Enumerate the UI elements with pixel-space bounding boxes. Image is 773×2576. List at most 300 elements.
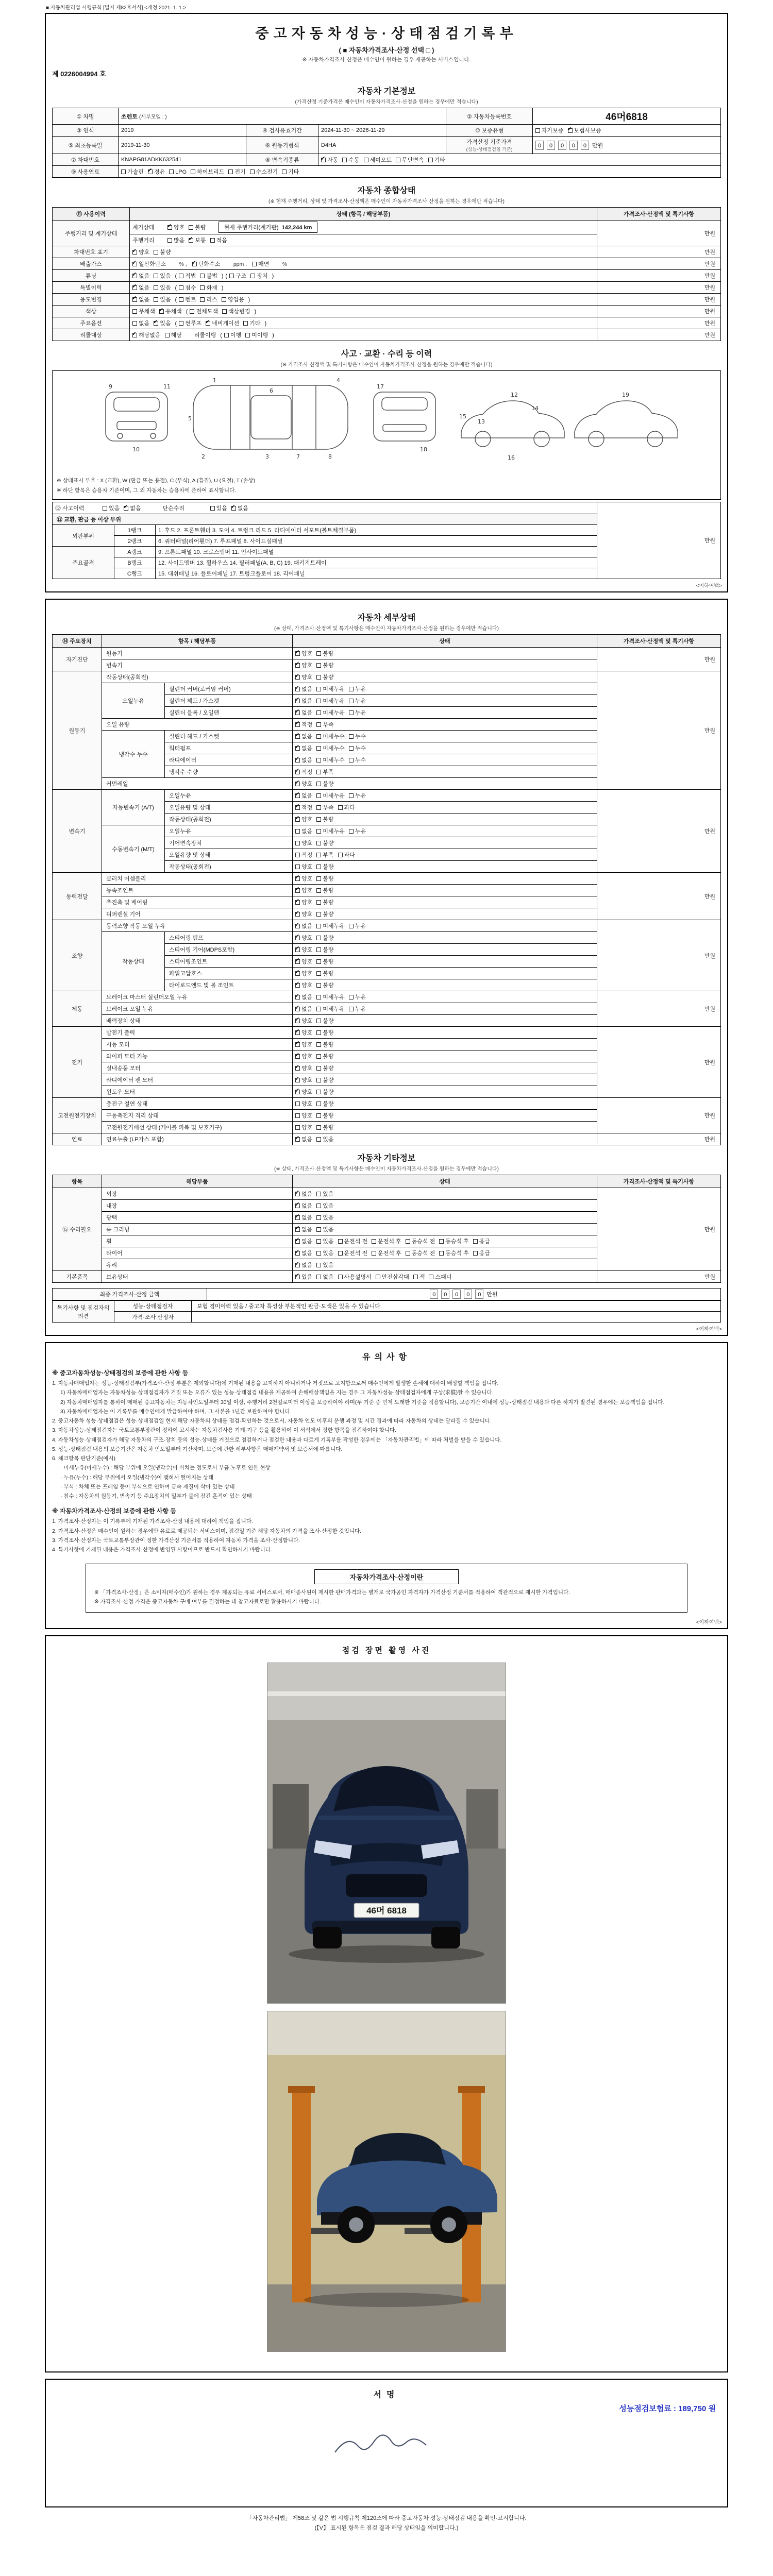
checkbox-option[interactable]: 있음 [316, 1201, 333, 1210]
checkbox-option[interactable]: 있음 [316, 1249, 333, 1257]
checkbox-option[interactable]: ✔ 없음 [295, 708, 312, 717]
checkbox-icon [316, 995, 321, 999]
checkbox-option[interactable]: ✔ 양호 [295, 815, 312, 823]
checkbox-option[interactable]: 하이브리드 [191, 167, 224, 176]
checkbox-option[interactable]: 있음 [316, 1225, 333, 1233]
checkbox-option[interactable]: ✔ 있음 [154, 319, 171, 327]
checkbox-option[interactable]: LPG [169, 169, 187, 175]
checkbox-option[interactable]: 과다 [338, 851, 355, 859]
checkbox-option[interactable]: ✔ 경유 [148, 167, 165, 176]
checkbox-option[interactable]: 있음 [154, 295, 171, 303]
checkbox-option[interactable]: ✔ 양호 [295, 945, 312, 954]
checkbox-icon [316, 1101, 321, 1106]
svg-text:17: 17 [377, 383, 384, 390]
checkbox-option[interactable]: 기타 [428, 156, 445, 164]
checkbox-icon [179, 297, 183, 302]
inspector-opinion-table [52, 1300, 721, 1323]
checkbox-icon [132, 250, 137, 255]
checkbox-option[interactable]: 불량 [316, 1040, 333, 1048]
checkbox-option[interactable]: ✔ 양호 [295, 969, 312, 977]
checkbox-option[interactable]: 있음 [316, 1213, 333, 1222]
checkbox-option[interactable]: 부족 [316, 851, 333, 859]
checkbox-option[interactable]: 있음 [316, 1190, 333, 1198]
fee-value: 189,750 원 [678, 2404, 716, 2414]
notice-line: 3. 자동차성능·상태점검자는 국토교통부장관이 정하여 고시하는 자동차검사용 기계·기구 등을 활용하여 이 서식에서 정한 항목을 점검하여야 합니다. [52, 1427, 397, 1434]
checkbox-option[interactable]: 불량 [316, 1052, 333, 1060]
checkbox-icon [295, 1137, 300, 1142]
checkbox-option[interactable]: 미세누유 [316, 922, 345, 930]
price-estimate-cell: 만원 [597, 294, 721, 306]
checkbox-option[interactable]: 가솔린 [121, 167, 144, 176]
checkbox-option[interactable]: 무단변속 [396, 156, 424, 164]
checkbox-option[interactable]: ✔ 자동 [321, 156, 338, 164]
checkbox-option[interactable]: 불법 [200, 272, 217, 280]
checkbox-option[interactable]: 불량 [316, 969, 333, 977]
checkbox-option[interactable]: 양호 [295, 1111, 312, 1120]
checkbox-option[interactable]: 영업용 [222, 295, 244, 303]
checkbox-option[interactable]: ✔ 없음 [295, 697, 312, 705]
checkbox-option[interactable]: ✔ 양호 [295, 661, 312, 669]
checkbox-option[interactable]: 미세누유 [316, 791, 345, 800]
checkbox-option[interactable]: 불량 [316, 1088, 333, 1096]
checkbox-option[interactable]: ✔ 양호 [295, 898, 312, 906]
checkbox-option[interactable]: ✔ 양호 [295, 934, 312, 942]
checkbox-icon [376, 1275, 380, 1279]
checkbox-option[interactable]: ✔ 없음 [295, 993, 312, 1001]
checkbox-option[interactable]: 구조 [229, 272, 246, 280]
amount-digit: 0 [535, 141, 544, 150]
price-survey-select[interactable]: ( ■ 자동차가격조사·산정 선택 □ ) [339, 46, 434, 54]
checkbox-option[interactable]: ✔ 양호 [295, 1076, 312, 1084]
checkbox-option[interactable]: 불량 [316, 886, 333, 894]
checkbox-option[interactable]: 불량 [316, 874, 333, 883]
definition-line: ※ 가격조사·산정 가격은 중고자동차 구매 여부를 결정하는 데 참고자료로만 활용하시기 바랍니다. [94, 1598, 321, 1605]
checkbox-option[interactable]: 미세누유 [316, 993, 345, 1001]
checkbox-icon [132, 333, 137, 337]
device-label: 제동 [53, 991, 102, 1027]
status-cell: ✔ 없음 있음 ( 적법 불법 ) ( 구조 장치 ) [130, 270, 597, 282]
checkbox-option[interactable]: 미세누수 [316, 732, 345, 740]
checkbox-option[interactable]: ✔ 없음 [295, 1237, 312, 1245]
checkbox-option[interactable]: ✔ 적정 [295, 768, 312, 776]
checkbox-icon [349, 829, 354, 834]
checkbox-option[interactable]: ✔ 양호 [295, 957, 312, 965]
checkbox-option[interactable]: ✔ 양호 [295, 874, 312, 883]
checkbox-option[interactable]: 불량 [316, 1111, 333, 1120]
checkbox-option[interactable]: 부족 [316, 720, 333, 728]
checkbox-option[interactable]: 기타 [282, 167, 299, 176]
checkbox-option[interactable]: 미세누유 [316, 827, 345, 835]
checkbox-option[interactable]: ✔ 없음 [295, 732, 312, 740]
base-price-value: 0 0 0 0 0 만원 [533, 137, 721, 154]
signature-area[interactable] [52, 2429, 721, 2468]
checkbox-option[interactable]: 있음 [316, 1237, 333, 1245]
checkbox-option[interactable]: 불량 [189, 223, 206, 231]
checkbox-option[interactable]: ✔ 없음 [295, 1249, 312, 1257]
checkbox-icon [473, 1251, 478, 1256]
checkbox-icon [316, 817, 321, 822]
checkbox-option[interactable]: 렌트 [179, 295, 196, 303]
checkbox-option[interactable]: ✔ 없음 [231, 504, 248, 512]
status-cell [293, 1259, 597, 1271]
checkbox-option[interactable]: 불량 [316, 898, 333, 906]
section-photos [45, 1635, 728, 2372]
device-label: 연료 [53, 1133, 102, 1145]
checkbox-option[interactable]: ✔ 보험사보증 [568, 126, 601, 134]
checkbox-option[interactable]: 누유 [349, 708, 366, 717]
checkbox-icon [342, 158, 347, 162]
checkbox-option[interactable]: 누수 [349, 756, 366, 764]
checkbox-option[interactable]: ✔ 적정 [295, 803, 312, 811]
checkbox-option[interactable]: 안전삼각대 [376, 1273, 409, 1281]
checkbox-option[interactable]: ✔ 해당없음 [132, 331, 161, 339]
checkbox-option[interactable]: 누유 [349, 827, 366, 835]
checkbox-option[interactable]: 있음 [154, 283, 171, 292]
checkbox-option[interactable]: 미세누유 [316, 1005, 345, 1013]
checkbox-option[interactable]: 동승석 전 [406, 1237, 435, 1245]
checkbox-option[interactable]: 썬루프 [179, 319, 201, 327]
usage-history-label: 색상 [53, 306, 130, 317]
price-estimate-cell: 만원 [597, 648, 721, 671]
checkbox-option[interactable]: ✔ 없음 [295, 1005, 312, 1013]
amount-digit: 0 [581, 141, 589, 150]
checkbox-option[interactable]: 양호 [295, 1099, 312, 1108]
checkbox-option[interactable]: ✔ 없음 [295, 756, 312, 764]
checkbox-option[interactable]: 응급 [473, 1237, 490, 1245]
checkbox-option[interactable]: 무채색 [132, 307, 155, 315]
price-estimate-cell: 만원 [597, 270, 721, 282]
panel-items: 6. 쿼터패널(리어휀더) 7. 루프패널 8. 사이드실패널 [156, 536, 597, 547]
checkbox-option[interactable]: 누유 [349, 993, 366, 1001]
checkbox-option[interactable]: ✔ 없음 [295, 922, 312, 930]
checkbox-icon [179, 274, 183, 278]
checkbox-option[interactable]: ✔ 양호 [295, 1052, 312, 1060]
checkbox-option[interactable]: ✔ 양호 [295, 1016, 312, 1025]
checkbox-icon [250, 274, 255, 278]
checkbox-icon [338, 1275, 343, 1279]
checkbox-option[interactable]: 양호 [295, 839, 312, 847]
status-cell [293, 1086, 597, 1098]
device-label: 조향 [53, 920, 102, 991]
checkbox-option[interactable]: 누수 [349, 744, 366, 752]
sub-group-label: 작동상태 [102, 932, 165, 991]
checkbox-icon [295, 924, 300, 928]
checkbox-option[interactable]: ✔ 유채색 [159, 307, 182, 315]
price-estimate-cell: 만원 [597, 1098, 721, 1133]
checkbox-option[interactable]: 운전석 후 [372, 1237, 401, 1245]
checkbox-option[interactable]: 침수 [179, 283, 196, 292]
checkbox-option[interactable]: 수소전기 [250, 167, 278, 176]
usage-history-label: 용도변경 [53, 294, 130, 306]
checkbox-icon [316, 912, 321, 917]
svg-text:3: 3 [265, 453, 269, 460]
checkbox-option[interactable]: ✔ 없음 [124, 504, 141, 512]
checkbox-option[interactable]: ✔ 적정 [295, 720, 312, 728]
status-cell [293, 659, 597, 671]
notice-line: 1. 자동차매매업자는 성능·상태점검부(가격조사·산정 부분은 제외합니다)에 기재된 내용을 고지하지 아니하거나 거짓으로 고지함으로써 매수인에게 발생한 손해에 대하여 배상할 책임을 집니다. [52, 1380, 499, 1386]
item-label: 시동 모터 [102, 1039, 293, 1050]
checkbox-option[interactable]: ✔ 양호 [295, 1088, 312, 1096]
checkbox-option[interactable]: 자가보증 [535, 126, 564, 134]
checkbox-option[interactable]: ✔ 양호 [295, 1028, 312, 1037]
checkbox-option[interactable]: 적정 [295, 851, 312, 859]
checkbox-option[interactable]: 운전석 전 [338, 1249, 368, 1257]
amount-digit: 0 [441, 1290, 449, 1299]
checkbox-option[interactable]: 있음 [154, 272, 171, 280]
checkbox-icon [316, 782, 321, 786]
checkbox-option[interactable]: 해당 [165, 331, 182, 339]
form-reference-note: ■ 자동차관리법 시행규칙 [별지 제82호서식] <개정 2021. 1. 1.> [46, 5, 187, 11]
checkbox-option[interactable]: 동승석 후 [439, 1249, 469, 1257]
checkbox-option[interactable]: 있음 [103, 504, 120, 512]
checkbox-option[interactable]: ✔ 있음 [295, 1273, 312, 1281]
checkbox-option[interactable]: ✔ 양호 [295, 910, 312, 918]
checkbox-option[interactable]: 운전석 후 [372, 1249, 401, 1257]
checkbox-option[interactable]: ✔ 없음 [132, 283, 149, 292]
checkbox-option[interactable]: 불량 [316, 839, 333, 847]
checkbox-option[interactable]: 있음 [316, 1135, 333, 1143]
inspection-photo-front [267, 1663, 506, 2003]
inspection-fee [52, 2403, 721, 2414]
checkbox-icon [349, 699, 354, 703]
checkbox-icon [295, 1215, 300, 1220]
checkbox-option[interactable]: 많음 [167, 236, 184, 244]
price-estimate-cell: 만원 [597, 329, 721, 341]
svg-text:1: 1 [213, 377, 216, 384]
checkbox-option[interactable]: 미세누유 [316, 685, 345, 693]
inspection-value: 2024-11-30 ~ 2026-11-29 [318, 125, 446, 137]
checkbox-icon [154, 321, 158, 326]
status-cell [293, 719, 597, 731]
price-survey-definition-box [86, 1564, 687, 1613]
checkbox-option[interactable]: 화재 [200, 283, 217, 292]
checkbox-icon [282, 170, 287, 174]
status-cell [293, 742, 597, 754]
vin-label: ⑦ 차대번호 [53, 154, 119, 166]
checkbox-option[interactable]: 리스 [200, 295, 217, 303]
checkbox-option[interactable]: ✔ 없음 [132, 295, 149, 303]
checkbox-option[interactable]: 스패너 [429, 1273, 451, 1281]
checkbox-option[interactable]: ✔ 없음 [295, 1225, 312, 1233]
checkbox-option[interactable]: 기타 [243, 319, 260, 327]
checkbox-option[interactable]: 없음 [316, 1273, 333, 1281]
checkbox-option[interactable]: 동승석 후 [439, 1237, 469, 1245]
item-label: 연료누출 (LP가스 포함) [102, 1133, 293, 1145]
checkbox-option[interactable]: ✔ 보통 [189, 236, 206, 244]
checkbox-option[interactable]: 세미오토 [364, 156, 392, 164]
checkbox-icon [231, 506, 236, 511]
year-label: ③ 연식 [53, 125, 119, 137]
checkbox-option[interactable]: 누유 [349, 697, 366, 705]
checkbox-option[interactable]: 매연 [252, 260, 269, 268]
checkbox-option[interactable]: ✔ 양호 [295, 673, 312, 681]
status-cell [293, 1039, 597, 1050]
checkbox-icon [316, 1251, 321, 1256]
checkbox-icon [349, 924, 354, 928]
price-estimate-cell: 만원 [597, 671, 721, 790]
checkbox-option[interactable]: ✔ 양호 [295, 981, 312, 989]
checkbox-option[interactable]: 적음 [210, 236, 227, 244]
first-reg-label: ⑤ 최초등록일 [53, 137, 119, 154]
checkbox-option[interactable]: 불량 [316, 945, 333, 954]
checkbox-option[interactable]: ✔ 없음 [295, 1190, 312, 1198]
checkbox-option[interactable]: 운전석 전 [338, 1237, 368, 1245]
checkbox-option[interactable]: 있음 [316, 1261, 333, 1269]
item-label: 오일누유 [165, 790, 293, 802]
checkbox-option[interactable]: ✔ 없음 [295, 1201, 312, 1210]
checkbox-option[interactable]: 불량 [316, 910, 333, 918]
checkbox-option[interactable]: ✔ 양호 [295, 779, 312, 788]
checkbox-icon [200, 274, 205, 278]
checkbox-option[interactable]: 누수 [349, 732, 366, 740]
checkbox-option[interactable]: 불량 [316, 1076, 333, 1084]
checkbox-option[interactable]: 미세누수 [316, 756, 345, 764]
checkbox-icon [250, 170, 255, 174]
checkbox-option[interactable]: ✔ 네비게이션 [206, 319, 239, 327]
notices-title: 유의사항 [362, 1353, 411, 1362]
checkbox-icon [316, 865, 321, 869]
checkbox-option[interactable]: 누유 [349, 922, 366, 930]
checkbox-option[interactable]: 부족 [316, 803, 333, 811]
checkbox-option[interactable]: 과다 [338, 803, 355, 811]
item-label: 작동상태(공회전) [165, 861, 293, 873]
status-cell: 계기상태 ✔ 양호 불량 현재 주행거리(계기판) 142,244 km [130, 221, 597, 234]
usage-history-label: 리콜대상 [53, 329, 130, 341]
checkbox-option[interactable]: 있음 [210, 504, 227, 512]
checkbox-option[interactable]: 불량 [316, 1028, 333, 1037]
checkbox-icon [349, 746, 354, 751]
checkbox-option[interactable]: 불량 [316, 661, 333, 669]
checkbox-icon [316, 770, 321, 774]
checkbox-option[interactable]: 불량 [154, 248, 171, 256]
checkbox-option[interactable]: 미세누유 [316, 708, 345, 717]
checkbox-icon [316, 793, 321, 798]
item-label: 실린더 커버(로커암 커버) [165, 683, 293, 695]
checkbox-option[interactable]: 전기 [228, 167, 245, 176]
checkbox-option[interactable]: 부족 [316, 768, 333, 776]
status-cell [293, 1074, 597, 1086]
checkbox-option[interactable]: ✔ 없음 [295, 744, 312, 752]
checkbox-option[interactable]: 사용설명서 [338, 1273, 372, 1281]
checkbox-option[interactable]: 수동 [342, 156, 359, 164]
first-reg-value: 2019-11-30 [119, 137, 246, 154]
checkbox-icon [295, 770, 300, 774]
rank-label: B랭크 [114, 557, 156, 568]
checkbox-option[interactable]: ✔ 양호 [167, 223, 184, 231]
column-header: 항목 / 해당부품 [102, 635, 293, 648]
svg-text:11: 11 [163, 383, 171, 390]
checkbox-option[interactable]: 불량 [316, 862, 333, 871]
checkbox-option[interactable]: 전체도색 [190, 307, 218, 315]
checkbox-option[interactable]: 불량 [316, 957, 333, 965]
checkbox-icon [154, 285, 158, 290]
checkbox-option[interactable]: 불량 [316, 779, 333, 788]
amount-digit: 0 [430, 1290, 438, 1299]
checkbox-option[interactable]: 불량 [316, 1099, 333, 1108]
checkbox-option[interactable]: ✔ 양호 [295, 886, 312, 894]
checkbox-icon [473, 1239, 478, 1244]
checkbox-option[interactable]: 이행 [224, 331, 241, 339]
item-label: 내장 [102, 1200, 293, 1212]
inspection-photo-front-frame [267, 1663, 506, 2004]
checkbox-option[interactable]: 누유 [349, 791, 366, 800]
checkbox-option[interactable]: 누유 [349, 1005, 366, 1013]
item-label: 스티어링 펌프 [165, 932, 293, 944]
checkbox-option[interactable]: 불량 [316, 1123, 333, 1131]
checkbox-option[interactable]: ✔ 양호 [295, 649, 312, 657]
checkbox-icon [316, 663, 321, 668]
item-label: 충전구 절연 상태 [102, 1098, 293, 1110]
comprehensive-note: (※ 현재 주행거리, 상태 및 가격조사·산정액은 매수인이 자동차가격조사·산정을 원하는 경우에만 적습니다) [268, 199, 505, 205]
checkbox-option[interactable]: 불량 [316, 981, 333, 989]
price-estimate-cell: 만원 [597, 246, 721, 258]
checkbox-option[interactable]: 잭 [413, 1273, 425, 1281]
checkbox-option[interactable]: ✔ 양호 [295, 1064, 312, 1072]
checkbox-option[interactable]: 동승석 전 [406, 1249, 435, 1257]
price-survey-note: ※ 자동차가격조사·산정은 매수인이 원하는 경우 제공하는 서비스입니다. [302, 57, 471, 63]
checkbox-option[interactable]: ✔ 일산화탄소 [132, 260, 166, 268]
checkbox-option[interactable]: ✔ 탄화수소 [192, 260, 221, 268]
checkbox-option[interactable]: 불량 [316, 673, 333, 681]
checkbox-option[interactable]: 미세누유 [316, 697, 345, 705]
checkbox-icon [316, 758, 321, 762]
checkbox-option[interactable]: ✔ 양호 [295, 1040, 312, 1048]
blank-space-note: <이하여백> [696, 1620, 722, 1626]
checkbox-option[interactable]: 불량 [316, 1016, 333, 1025]
checkbox-option[interactable]: 불량 [316, 934, 333, 942]
checkbox-option[interactable]: ✔ 없음 [295, 1261, 312, 1269]
checkbox-option[interactable]: 응급 [473, 1249, 490, 1257]
device-label: 동력전달 [53, 873, 102, 920]
checkbox-icon [413, 1275, 418, 1279]
checkbox-option[interactable]: 색상변경 [222, 307, 250, 315]
checkbox-option[interactable]: 미세누수 [316, 744, 345, 752]
checkbox-option[interactable]: 양호 [295, 1123, 312, 1131]
checkbox-icon [316, 936, 321, 940]
checkbox-option[interactable]: ✔ 없음 [295, 791, 312, 800]
panel-group-label: 주요골격 [53, 547, 114, 579]
status-cell [293, 1271, 597, 1283]
checkbox-option[interactable]: 불량 [316, 815, 333, 823]
checkbox-option[interactable]: 불량 [316, 649, 333, 657]
status-cell [293, 754, 597, 766]
checkbox-option[interactable]: ✔ 없음 [132, 272, 149, 280]
checkbox-option[interactable]: 미이행 [245, 331, 268, 339]
status-cell [293, 896, 597, 908]
checkbox-icon [295, 782, 300, 786]
definition-line: ※ 「가격조사·산정」은 소비자(매수인)가 원하는 경우 제공되는 유료 서비스로서, 매매종사원이 제시한 판매가격과는 별개로 국가공인 자격자가 가격산정 기준서를 적용하여 객관적으로 제시한 가격입니다. [94, 1589, 570, 1596]
checkbox-option[interactable]: 적법 [179, 272, 196, 280]
checkbox-option[interactable]: 없음 [132, 319, 149, 327]
checkbox-icon [295, 722, 300, 727]
checkbox-option[interactable]: 누유 [349, 685, 366, 693]
checkbox-option[interactable]: ✔ 없음 [295, 1213, 312, 1222]
checkbox-option[interactable]: 장치 [250, 272, 267, 280]
notice-line: · 누유(누수) : 해당 부위에서 오일(냉각수)이 맺혀서 떨어지는 상태 [60, 1474, 214, 1481]
basic-info-note: (가격산정 기준가격은 매수인이 자동차가격조사·산정을 원하는 경우에만 적습니다) [295, 99, 478, 105]
checkbox-option[interactable]: ✔ 양호 [132, 248, 149, 256]
checkbox-icon [316, 983, 321, 988]
checkbox-icon [295, 1251, 300, 1256]
status-cell [293, 873, 597, 885]
item-label: 작동상태(공회전) [165, 814, 293, 825]
checkbox-option[interactable]: 불량 [316, 1064, 333, 1072]
status-cell [293, 920, 597, 932]
checkbox-option[interactable]: 없음 [295, 827, 312, 835]
checkbox-option[interactable]: 양호 [295, 862, 312, 871]
checkbox-option[interactable]: ✔ 없음 [295, 685, 312, 693]
checkbox-option[interactable]: ✔ 없음 [295, 1135, 312, 1143]
